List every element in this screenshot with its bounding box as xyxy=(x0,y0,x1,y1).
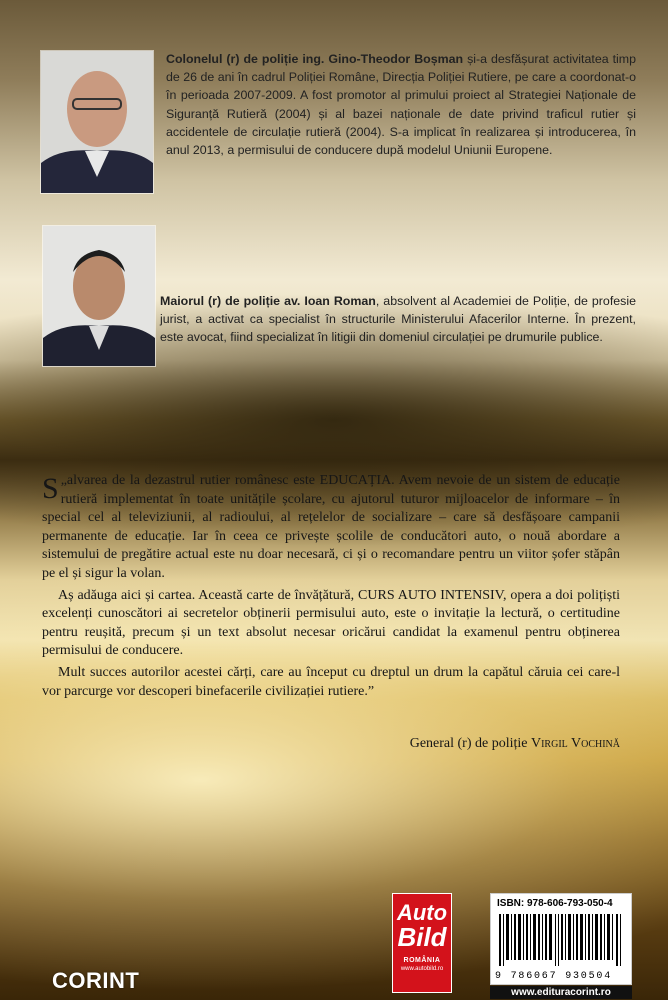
author-bio-text: , absolvent al Academiei de Poliție, de profesie jurist, a activat ca specialist în structurile Ministerului Afacerilor Interne. În prezent, este avocat, fiind specializat în litigii din domeniul circulației pe drumurile publice. xyxy=(160,294,636,345)
publisher-website: www.edituracorint.ro xyxy=(490,986,632,999)
quote-paragraph-3: Mult succes autorilor acestei cărți, care au început cu dreptul un drum la capătul căruia cei care-l vor parcurge vor descoperi binefacerile civilizației rutiere.” xyxy=(42,664,620,699)
author-bio-roman xyxy=(160,292,636,347)
isbn-barcode xyxy=(490,893,632,985)
isbn-digits: 9 786067 930504 xyxy=(495,971,613,982)
author-rank: Maiorul (r) de poliție av. xyxy=(160,294,305,308)
author-name: Gino-Theodor Boșman xyxy=(328,52,464,66)
quote-signature: General (r) de poliție Virgil Vochină xyxy=(409,736,620,751)
signature-name: Virgil Vochină xyxy=(530,736,620,751)
author-photo-bosman xyxy=(40,50,154,194)
author-name: Ioan Roman xyxy=(304,294,376,308)
barcode-icon xyxy=(499,914,623,966)
quote-open-mark: „ xyxy=(60,473,67,488)
author-bio-bosman xyxy=(166,50,636,159)
quote-dropcap: S xyxy=(42,472,59,505)
quote-paragraph-2: Aș adăuga aici și cartea. Această carte de învățătură, CURS AUTO INTENSIV, opera a doi polițiști excelenți cunoscători ai secretelor obținerii permisului auto, este o invitație la lectură, o certitudine pentru reușită, precum și un text absolut necesar oricărui candidat la examenul pentru obținerea permisului de conducere. xyxy=(42,587,620,659)
isbn-label: ISBN: 978-606-793-050-4 xyxy=(497,898,613,909)
author-photo-roman xyxy=(42,225,156,367)
foreword-quote xyxy=(42,472,620,704)
publisher-logo: CORINT xyxy=(52,968,140,993)
author-bio-text: și-a desfășurat activitatea timp de 26 de ani în cadrul Poliției Române, Direcția Poliției Rutiere, pe care a coordonat-o în perioada 2007-2009. A fost promotor al primului proiect al Strategiei Naționale de Siguranță Rutieră (2004) și al bazei naționale de date privind traficul rutier și accidentele de circulație rutieră (2004). S-a implicat în realizarea și introducerea, în anul 2013, a permisului de conducere după modelul Uniunii Europene. xyxy=(166,52,636,158)
author-rank: Colonelul (r) de poliție ing. xyxy=(166,52,329,66)
quote-paragraph-1: „ S alvarea de la dezastrul rutier românesc este EDUCAȚIA. Avem nevoie de un sistem de educație rutieră implementat în toate unitățile școlare, cu ajutorul tuturor mijloacelor de informare – în special cel al televiziunii, al radioului, al rețelelor de socializare – care să desfășoare campanii permanente de educație. Iar în ceea ce privește școlile de conducători auto, o nouă abordare a sistemului de pregătire actual este nu doar necesară, ci și o recomandare pentru un viitor șofer stăpân pe el și sigur la volan. xyxy=(42,472,620,581)
autobild-logo: Auto Bild ROMÂNIA www.autobild.ro xyxy=(392,893,452,993)
